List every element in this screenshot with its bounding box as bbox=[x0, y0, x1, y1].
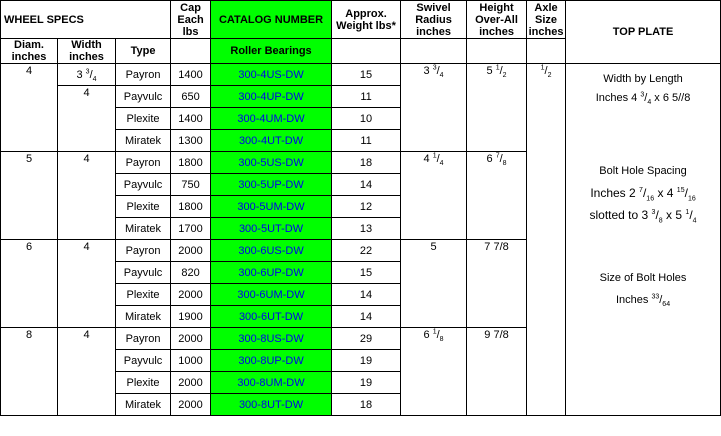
height-cell: 9 7/8 bbox=[467, 328, 527, 416]
type-cell: Plexite bbox=[116, 108, 171, 130]
weight-cell: 13 bbox=[332, 218, 401, 240]
height-cell: 5 $^1/_2$ bbox=[467, 64, 527, 152]
header-swivel: Swivel Radius inches bbox=[401, 1, 467, 39]
width-cell: 4 bbox=[58, 86, 116, 152]
diam-cell: 4 bbox=[1, 64, 58, 152]
cap-cell: 750 bbox=[171, 174, 211, 196]
type-cell: Plexite bbox=[116, 284, 171, 306]
top-plate-bolt-hole-size-value: Inches $^{33}/_{64}$ bbox=[615, 293, 671, 308]
cap-cell: 2000 bbox=[171, 372, 211, 394]
header-width: Width inches bbox=[58, 39, 116, 64]
height-cell: 6 $^7/_8$ bbox=[467, 152, 527, 240]
top-plate-bolt-hole-spacing-value: Inches 2 $^7/_{16}$ x 4 $^{15}/_{16}$ bbox=[590, 186, 696, 203]
type-cell: Payvulc bbox=[116, 86, 171, 108]
cap-cell: 1300 bbox=[171, 130, 211, 152]
header-axle: Axle Size inches bbox=[527, 1, 566, 39]
weight-cell: 14 bbox=[332, 174, 401, 196]
weight-cell: 15 bbox=[332, 64, 401, 86]
cap-cell: 1700 bbox=[171, 218, 211, 240]
catalog-number: 300-6UT-DW bbox=[211, 306, 332, 328]
weight-cell: 10 bbox=[332, 108, 401, 130]
cap-cell: 1900 bbox=[171, 306, 211, 328]
catalog-number: 300-8UM-DW bbox=[211, 372, 332, 394]
header-diam: Diam. inches bbox=[1, 39, 58, 64]
swivel-cell: 5 bbox=[401, 240, 467, 328]
top-plate-bolt-hole-size-title: Size of Bolt Holes bbox=[599, 271, 687, 284]
catalog-number: 300-5UT-DW bbox=[211, 218, 332, 240]
type-cell: Payron bbox=[116, 328, 171, 350]
header-cap: Cap Each lbs bbox=[171, 1, 211, 39]
height-cell: 7 7/8 bbox=[467, 240, 527, 328]
weight-cell: 14 bbox=[332, 306, 401, 328]
swivel-cell: 3 $^3/_4$ bbox=[401, 64, 467, 152]
header-wheel-specs: WHEEL SPECS bbox=[1, 1, 171, 39]
diam-cell: 8 bbox=[1, 328, 58, 416]
weight-cell: 12 bbox=[332, 196, 401, 218]
header-cap-blank bbox=[171, 39, 211, 64]
type-cell: Payron bbox=[116, 240, 171, 262]
width-cell: 4 bbox=[58, 240, 116, 328]
header-weight: Approx. Weight lbs* bbox=[332, 1, 401, 39]
axle-cell: $^1/_2$ bbox=[527, 64, 566, 416]
catalog-number: 300-6UP-DW bbox=[211, 262, 332, 284]
width-cell: 4 bbox=[58, 328, 116, 416]
cap-cell: 1000 bbox=[171, 350, 211, 372]
swivel-cell: 6 $^1/_8$ bbox=[401, 328, 467, 416]
weight-cell: 18 bbox=[332, 394, 401, 416]
catalog-number: 300-4US-DW bbox=[211, 64, 332, 86]
weight-cell: 29 bbox=[332, 328, 401, 350]
header-type: Type bbox=[116, 39, 171, 64]
cap-cell: 820 bbox=[171, 262, 211, 284]
catalog-number: 300-5UM-DW bbox=[211, 196, 332, 218]
cap-cell: 1800 bbox=[171, 152, 211, 174]
type-cell: Plexite bbox=[116, 372, 171, 394]
type-cell: Miratek bbox=[116, 130, 171, 152]
swivel-cell: 4 $^1/_4$ bbox=[401, 152, 467, 240]
type-cell: Plexite bbox=[116, 196, 171, 218]
top-plate-bolt-hole-spacing-title: Bolt Hole Spacing bbox=[599, 165, 687, 177]
cap-cell: 1400 bbox=[171, 108, 211, 130]
cap-cell: 2000 bbox=[171, 240, 211, 262]
type-cell: Miratek bbox=[116, 218, 171, 240]
type-cell: Payron bbox=[116, 64, 171, 86]
type-cell: Miratek bbox=[116, 394, 171, 416]
diam-cell: 6 bbox=[1, 240, 58, 328]
cap-cell: 2000 bbox=[171, 394, 211, 416]
top-plate-cell bbox=[566, 64, 721, 416]
top-plate-width-by-length-title: Width by Length bbox=[603, 73, 683, 85]
header-top-plate: TOP PLATE bbox=[566, 1, 721, 64]
catalog-number: 300-6US-DW bbox=[211, 240, 332, 262]
cap-cell: 1400 bbox=[171, 64, 211, 86]
cap-cell: 2000 bbox=[171, 284, 211, 306]
weight-cell: 15 bbox=[332, 262, 401, 284]
header-height-blank bbox=[467, 39, 527, 64]
top-plate-slotted-value: slotted to 3 $^3/_8$ x 5 $^1/_4$ bbox=[589, 208, 697, 225]
weight-cell: 22 bbox=[332, 240, 401, 262]
catalog-number: 300-8UT-DW bbox=[211, 394, 332, 416]
catalog-number: 300-5UP-DW bbox=[211, 174, 332, 196]
type-cell: Payvulc bbox=[116, 174, 171, 196]
catalog-number: 300-4UM-DW bbox=[211, 108, 332, 130]
width-cell: 3 $^3/_4$ bbox=[58, 64, 116, 86]
type-cell: Miratek bbox=[116, 306, 171, 328]
diam-cell: 5 bbox=[1, 152, 58, 240]
header-bearings: Roller Bearings bbox=[211, 39, 332, 64]
header-axle-blank bbox=[527, 39, 566, 64]
type-cell: Payvulc bbox=[116, 350, 171, 372]
catalog-number: 300-5US-DW bbox=[211, 152, 332, 174]
weight-cell: 14 bbox=[332, 284, 401, 306]
top-plate-width-by-length-value: Inches 4 $^3/_4$ x 6 5//8 bbox=[595, 91, 691, 107]
weight-cell: 19 bbox=[332, 372, 401, 394]
type-cell: Payvulc bbox=[116, 262, 171, 284]
weight-cell: 18 bbox=[332, 152, 401, 174]
cap-cell: 1800 bbox=[171, 196, 211, 218]
cap-cell: 650 bbox=[171, 86, 211, 108]
header-swivel-blank bbox=[401, 39, 467, 64]
weight-cell: 11 bbox=[332, 130, 401, 152]
catalog-number: 300-4UP-DW bbox=[211, 86, 332, 108]
header-weight-blank bbox=[332, 39, 401, 64]
header-height: Height Over-All inches bbox=[467, 1, 527, 39]
catalog-number: 300-8US-DW bbox=[211, 328, 332, 350]
catalog-number: 300-4UT-DW bbox=[211, 130, 332, 152]
weight-cell: 11 bbox=[332, 86, 401, 108]
type-cell: Payron bbox=[116, 152, 171, 174]
catalog-number: 300-8UP-DW bbox=[211, 350, 332, 372]
header-catalog: CATALOG NUMBER bbox=[211, 1, 332, 39]
cap-cell: 2000 bbox=[171, 328, 211, 350]
catalog-number: 300-6UM-DW bbox=[211, 284, 332, 306]
width-cell: 4 bbox=[58, 152, 116, 240]
weight-cell: 19 bbox=[332, 350, 401, 372]
